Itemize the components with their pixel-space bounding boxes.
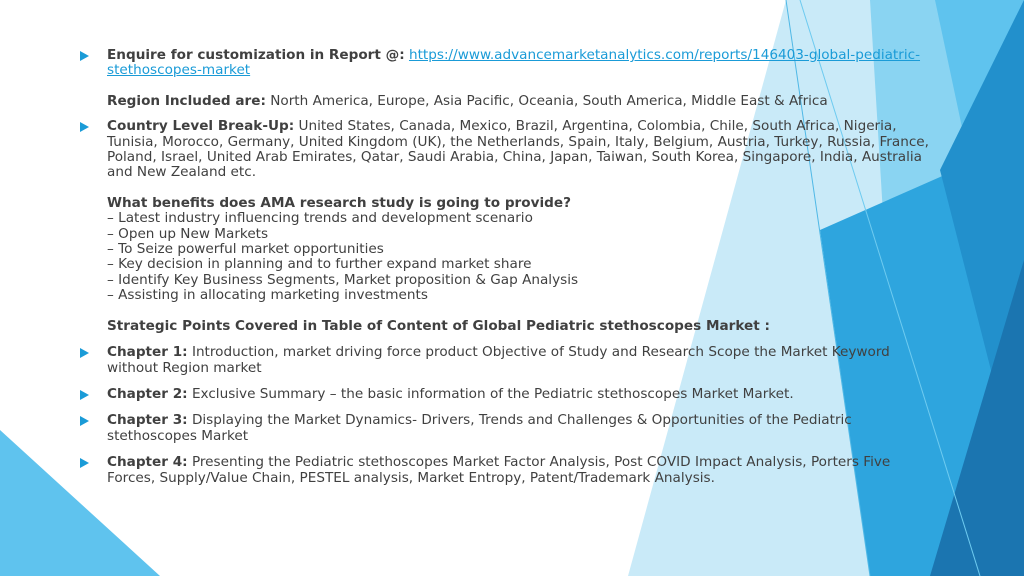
bullet-arrow-icon (80, 416, 89, 426)
strategic-heading-paragraph (80, 319, 940, 334)
benefit-item: – Identify Key Business Segments, Market proposition & Gap Analysis (107, 271, 579, 288)
chapter-text: Displaying the Market Dynamics- Drivers, Trends and Challenges & Opportunities of the Pediatric stethoscopes Market (107, 412, 852, 444)
region-label: Region Included are: (107, 92, 266, 109)
bullet-arrow-icon (80, 51, 89, 61)
enquire-label: Enquire for customization in Report @: (107, 47, 405, 63)
bullet-arrow-icon (80, 458, 89, 468)
chapter-text: Presenting the Pediatric stethoscopes Market Factor Analysis, Post COVID Impact Analysis, Porters Five Forces, Supply/Value Chain, PESTEL analysis, Market Entropy, Patent/Trademark Analysis. (107, 454, 891, 486)
benefit-item: – Latest industry influencing trends and development scenario (107, 210, 533, 227)
bullet-arrow-icon (80, 390, 89, 400)
strategic-heading: Strategic Points Covered in Table of Content of Global Pediatric stethoscopes Market : (107, 317, 770, 334)
enquire-paragraph (80, 48, 940, 79)
benefits-heading: What benefits does AMA research study is going to provide? (107, 194, 571, 211)
chapter-1 (80, 345, 940, 376)
chapter-text: Introduction, market driving force product Objective of Study and Research Scope the Market Keyword without Region market (107, 344, 890, 376)
benefit-item: – Key decision in planning and to further expand market share (107, 256, 532, 273)
country-text: United States, Canada, Mexico, Brazil, Argentina, Colombia, Chile, South Africa, Nigeria, Tunisia, Morocco, Germany, United Kingdom (UK), the Netherlands, Spain, Italy, Belgium, Austria, Turkey, Russia, France, Poland, Israel, United Arab Emirates, Qatar, Saudi Arabia, China, Japan, Taiwan, South Korea, Singapore, India, Australia and New Zealand etc. (107, 118, 929, 181)
region-text: North America, Europe, Asia Pacific, Oceania, South America, Middle East & Africa (270, 92, 828, 109)
report-link[interactable]: https://www.advancemarketanalytics.com/reports/146403-global-pediatric-stethoscopes-market (107, 47, 921, 79)
chapter-label: Chapter 4: (107, 454, 188, 471)
benefits-block (80, 196, 940, 304)
country-paragraph (80, 119, 940, 181)
bullet-arrow-icon (80, 348, 89, 358)
country-label: Country Level Break-Up: (107, 118, 295, 135)
chapter-2 (80, 387, 940, 402)
benefit-item: – Open up New Markets (107, 225, 269, 242)
region-paragraph (80, 94, 940, 109)
chapter-label: Chapter 3: (107, 412, 188, 429)
chapter-text: Exclusive Summary – the basic information of the Pediatric stethoscopes Market Market. (191, 385, 794, 402)
chapter-3 (80, 413, 940, 444)
chapter-4 (80, 455, 940, 486)
slide-content (80, 48, 940, 486)
bullet-arrow-icon (80, 122, 89, 132)
benefit-item: – To Seize powerful market opportunities (107, 241, 384, 258)
chapter-label: Chapter 1: (107, 344, 188, 361)
benefit-item: – Assisting in allocating marketing investments (107, 287, 428, 304)
chapter-label: Chapter 2: (107, 385, 188, 402)
